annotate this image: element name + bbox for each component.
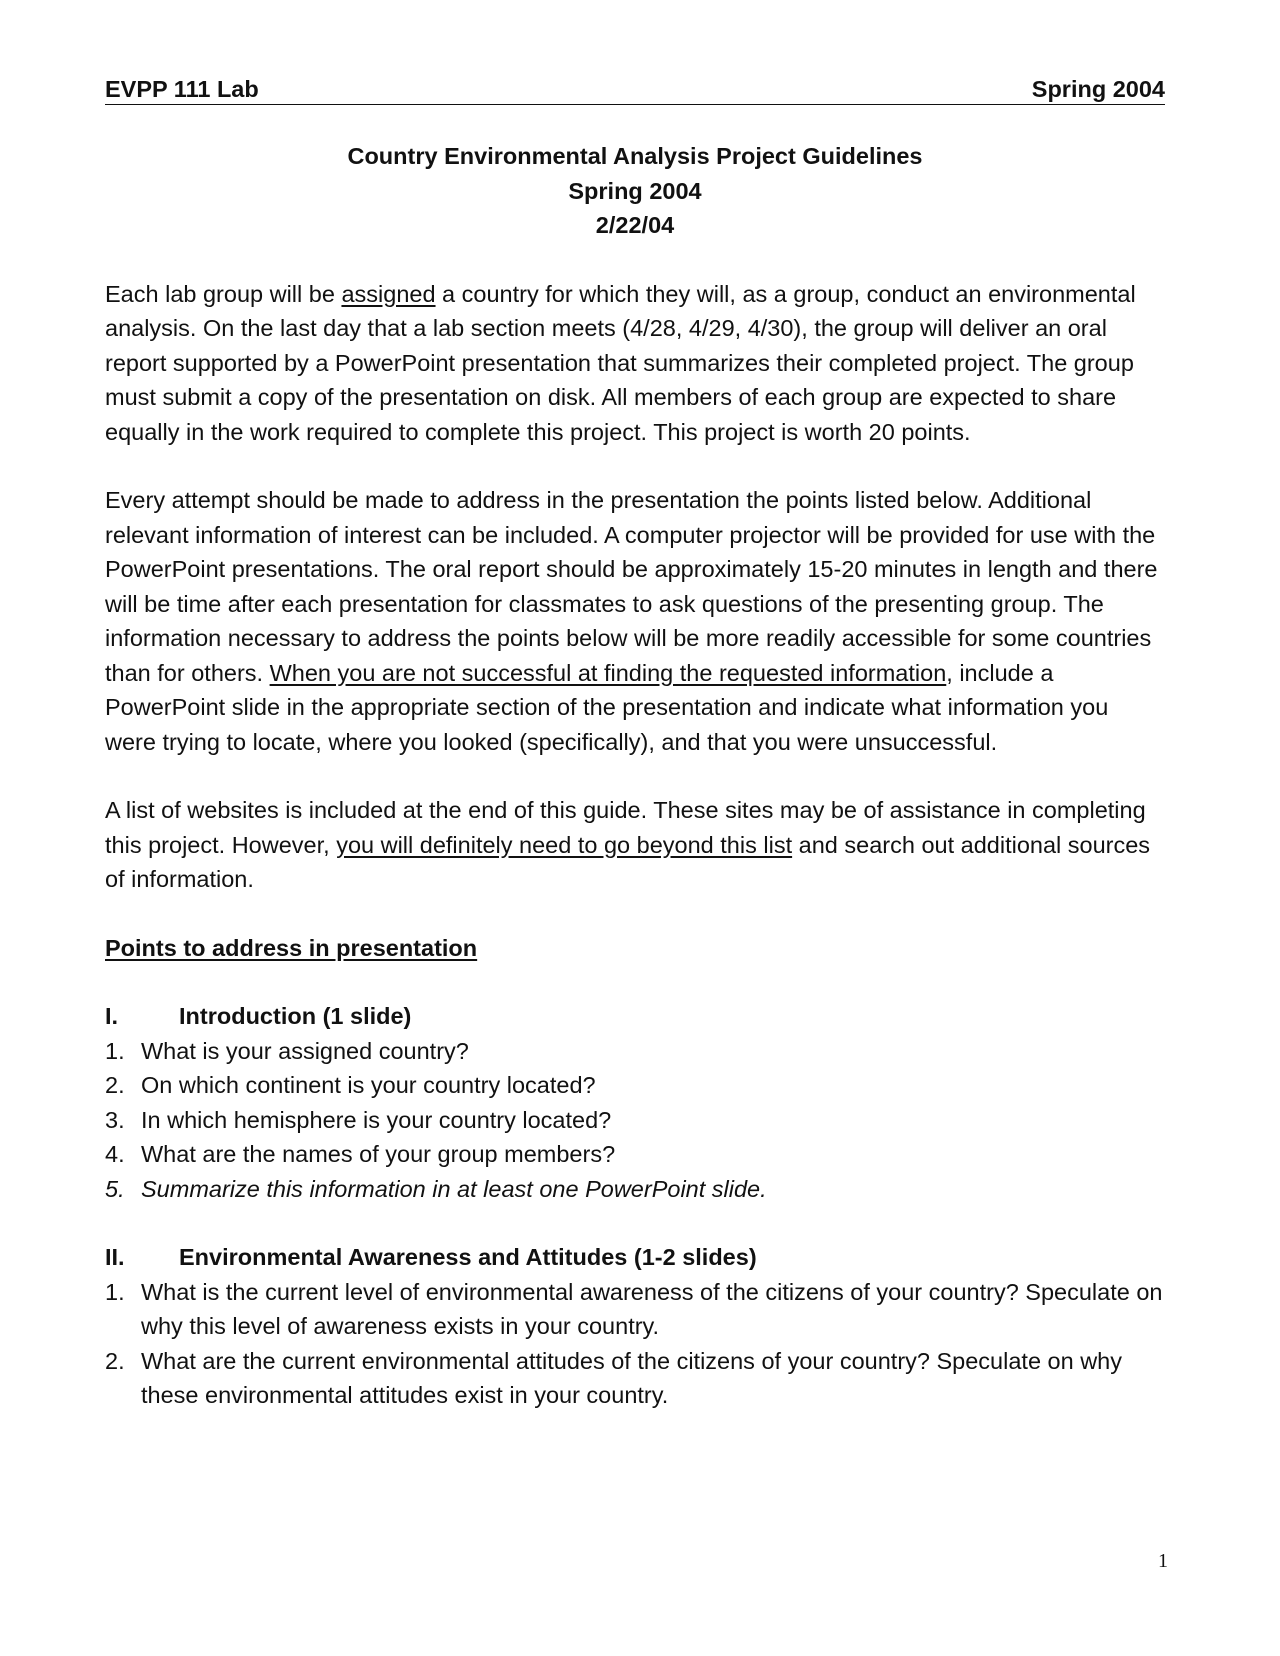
list-item: 2. On which continent is your country located? (105, 1072, 596, 1098)
question-list (105, 1034, 1165, 1207)
section-title: Environmental Awareness and Attitudes (1-2 slides) (179, 1244, 757, 1270)
header-term: Spring 2004 (1031, 76, 1165, 102)
websites-paragraph: A list of websites is included at the end of this guide. These sites may be of assistance in completing this project. However, you will definitely need to go beyond this list and search out additional sources of information. (105, 797, 1151, 892)
underlined-text: you will definitely need to go beyond this list (336, 831, 793, 858)
section-numeral: II. (105, 1244, 125, 1270)
section-title: Introduction (1 slide) (179, 1003, 412, 1029)
list-item: 4. What are the names of your group members? (105, 1141, 616, 1167)
list-item: 2. What are the current environmental attitudes of the citizens of your country? Speculate on why these environmental attitudes exist in your country. (105, 1347, 1122, 1408)
underlined-text: When you are not successful at finding the requested information (269, 659, 947, 686)
header-course: EVPP 111 Lab (105, 76, 259, 102)
running-header (105, 74, 1165, 105)
intro-paragraph: Each lab group will be assigned a country for which they will, as a group, conduct an environmental analysis. On the last day that a lab section meets (4/28, 4/29, 4/30), the group will deliver an oral report supported by a PowerPoint presentation that summarizes their completed project. The group must submit a copy of the presentation on disk. All members of each group are expected to share equally in the work required to complete this project. This project is worth 20 points. (105, 280, 1136, 445)
list-item: 1. What is the current level of environmental awareness of the citizens of your country? Speculate on why this level of awareness exists in your country. (105, 1278, 1163, 1339)
title-line-1: Country Environmental Analysis Project Guidelines (347, 143, 923, 169)
list-item: 5. Summarize this information in at least one PowerPoint slide. (105, 1175, 767, 1202)
title-line-3: 2/22/04 (595, 212, 675, 238)
page-number: 1 (1158, 1550, 1168, 1572)
question-list (105, 1275, 1165, 1413)
section-heading (105, 999, 1165, 1034)
points-heading: Points to address in presentation (105, 934, 478, 961)
underlined-text: assigned (341, 280, 436, 307)
document-title (105, 139, 1165, 243)
section-numeral: I. (105, 1003, 119, 1029)
list-item: 1. What is your assigned country? (105, 1037, 469, 1064)
section-heading (105, 1240, 1165, 1275)
list-item: 3. In which hemisphere is your country located? (105, 1106, 612, 1133)
title-line-2: Spring 2004 (568, 177, 702, 204)
guidance-paragraph: Every attempt should be made to address in the presentation the points listed below. Additional relevant information of interest can be included. A computer projector will be provided for use with the PowerPoint presentations. The oral report should be approximately 15-20 minutes in length and there will be time after each presentation for classmates to ask questions of the presenting group. The information necessary to address the points below will be more readily accessible for some countries than for others. When you are not successful at finding the requested information, include a PowerPoint slide in the appropriate section of the presentation and indicate what information you were trying to locate, where you looked (specifically), and that you were unsuccessful. (105, 487, 1158, 755)
